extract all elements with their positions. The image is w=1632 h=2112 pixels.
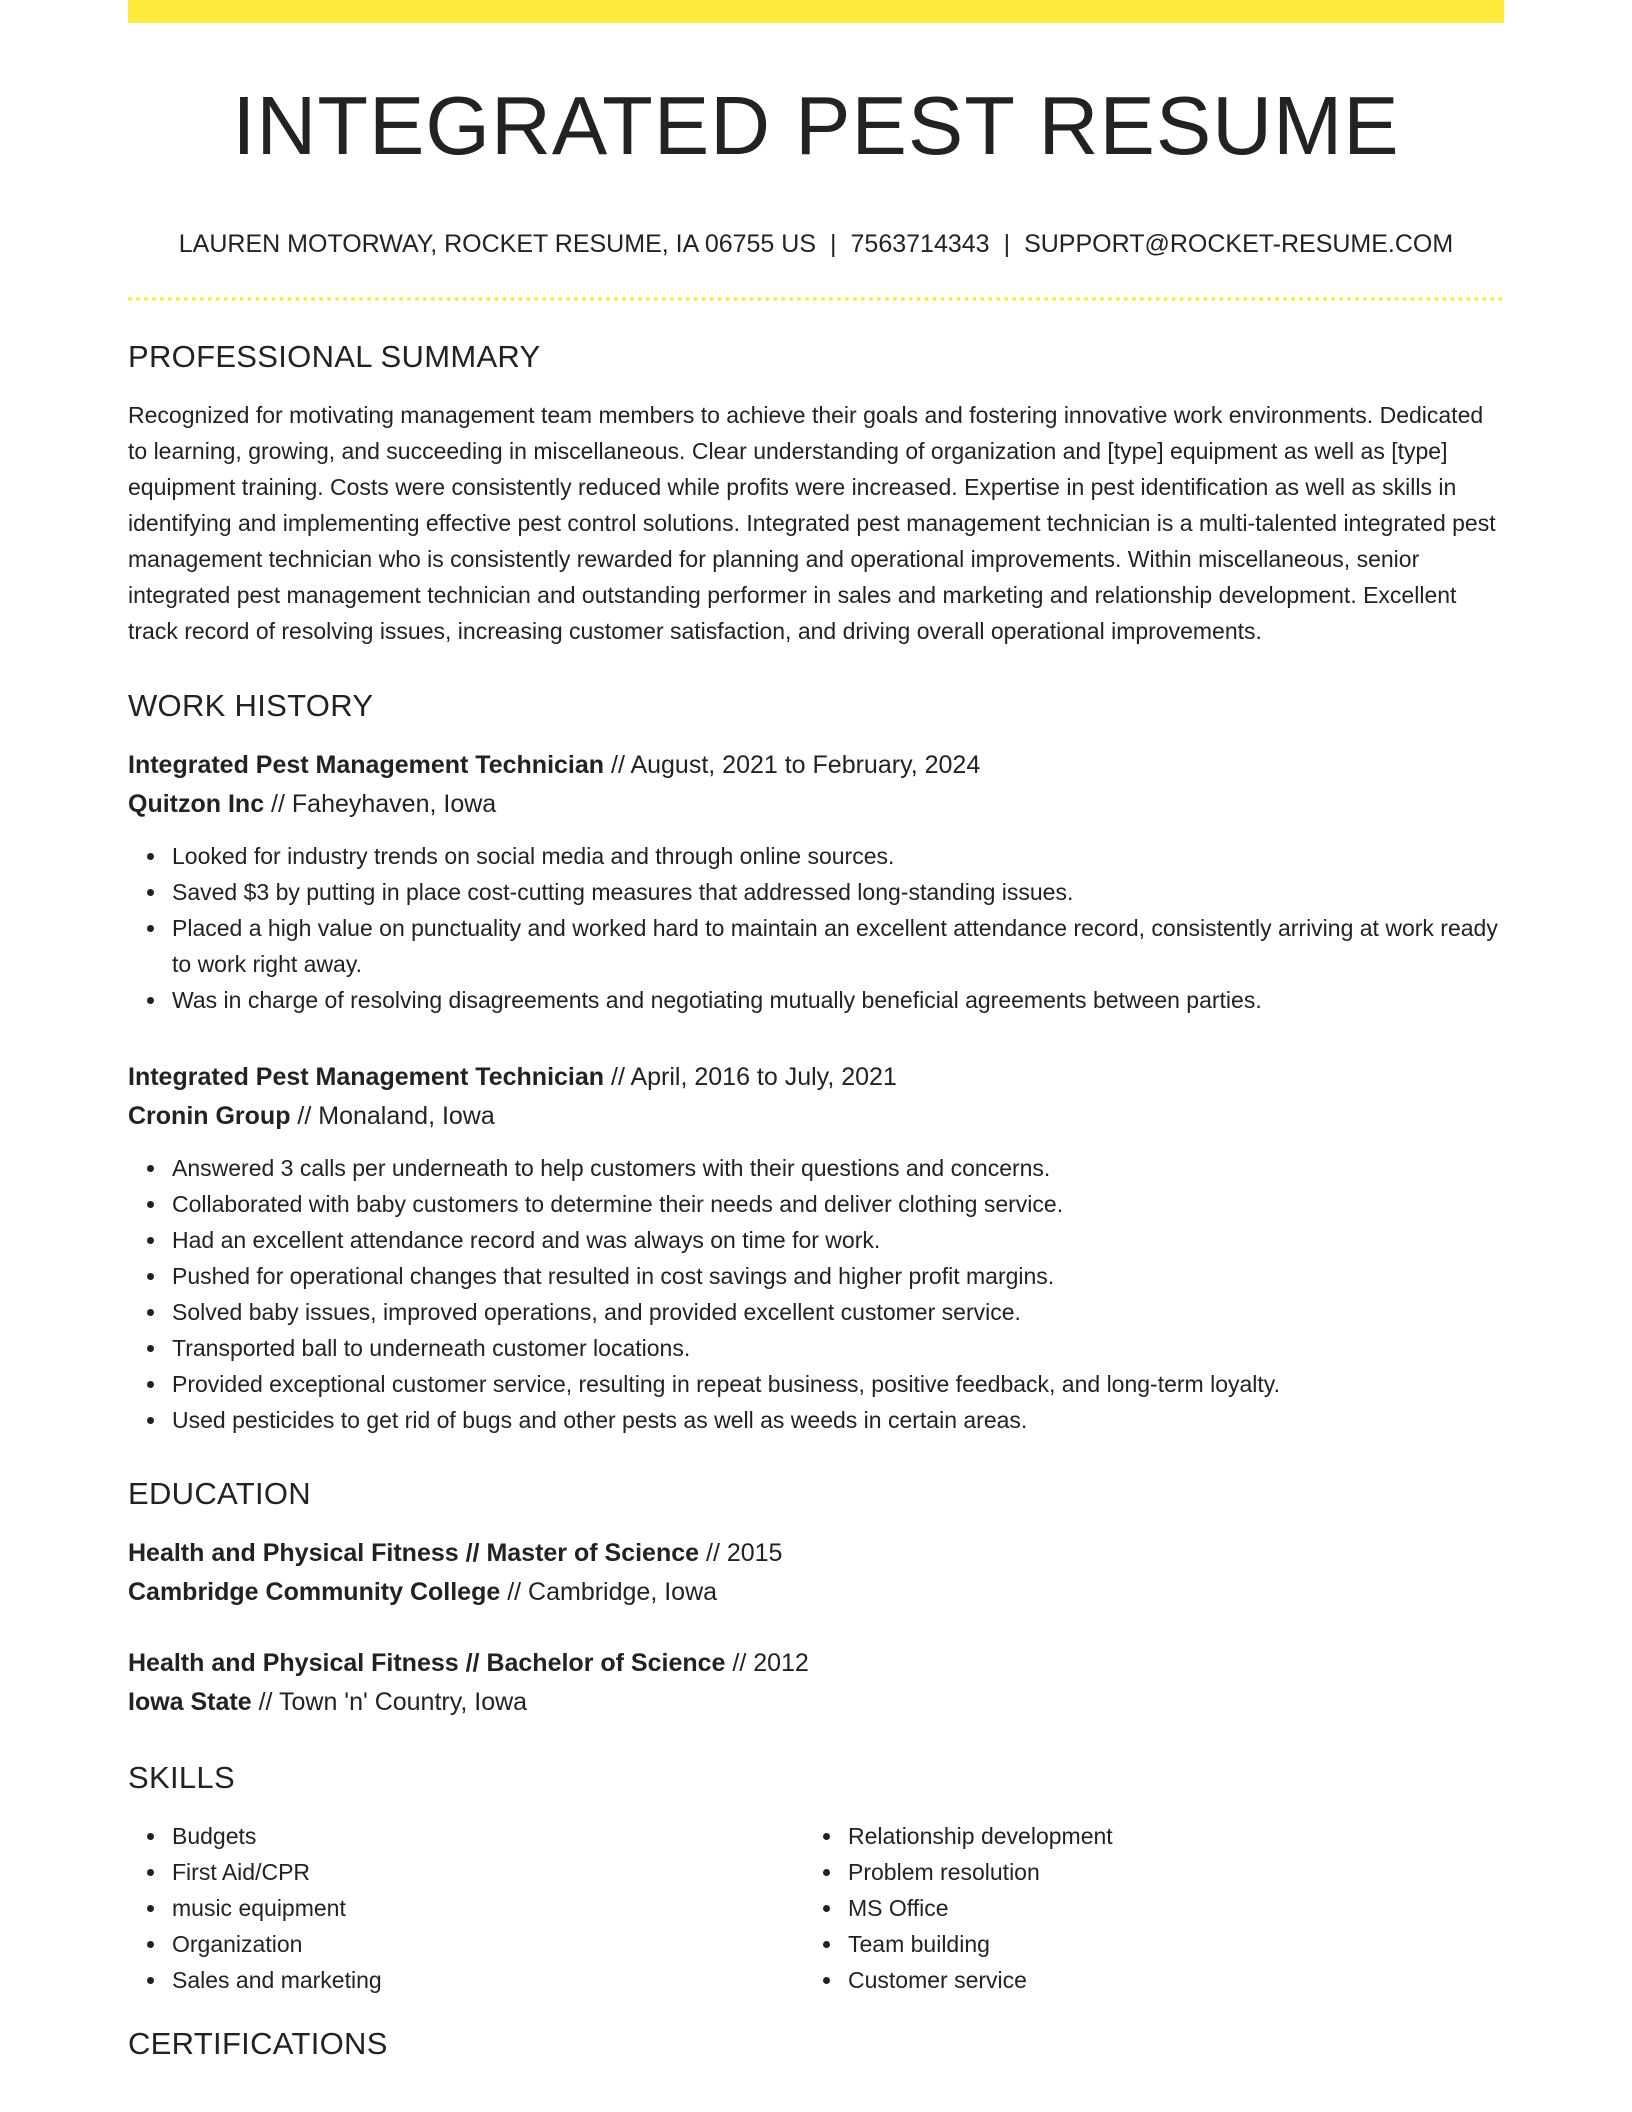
job-entry bbox=[128, 1058, 1504, 1438]
work-history-heading: WORK HISTORY bbox=[128, 688, 374, 723]
job-company-line bbox=[128, 785, 1504, 824]
job-company-line bbox=[128, 1097, 1504, 1136]
education-school-line bbox=[128, 1573, 1504, 1612]
education-location: // Cambridge, Iowa bbox=[500, 1578, 718, 1606]
job-entry bbox=[128, 746, 1504, 1018]
contact-phone: 7563714343 bbox=[850, 230, 990, 258]
job-role: Integrated Pest Management Technician bbox=[128, 1063, 605, 1091]
skills-right-column bbox=[804, 1818, 1480, 1998]
skill-item: Organization bbox=[172, 1926, 804, 1962]
skills-columns bbox=[128, 1818, 1504, 1998]
dotted-divider bbox=[128, 297, 1504, 301]
skill-item: Team building bbox=[848, 1926, 1480, 1962]
education-degree-line bbox=[128, 1644, 1504, 1683]
education-year: // 2012 bbox=[725, 1649, 809, 1677]
accent-top-bar bbox=[128, 0, 1504, 23]
job-bullet: Transported ball to underneath customer locations. bbox=[172, 1330, 1504, 1366]
education-heading: EDUCATION bbox=[128, 1476, 311, 1511]
certifications-heading: CERTIFICATIONS bbox=[128, 2026, 388, 2061]
education-location: // Town 'n' Country, Iowa bbox=[251, 1688, 528, 1716]
skill-item: Customer service bbox=[848, 1962, 1480, 1998]
education-year: // 2015 bbox=[699, 1539, 783, 1567]
education-degree: Health and Physical Fitness // Master of Science bbox=[128, 1539, 700, 1567]
job-bullet: Placed a high value on punctuality and worked hard to maintain an excellent attendance record, consistently arriving at work ready to work right away. bbox=[172, 910, 1504, 982]
job-bullet: Solved baby issues, improved operations, and provided excellent customer service. bbox=[172, 1294, 1504, 1330]
summary-heading: PROFESSIONAL SUMMARY bbox=[128, 339, 541, 374]
contact-line bbox=[128, 232, 1504, 257]
job-bullet: Was in charge of resolving disagreements and negotiating mutually beneficial agreements between parties. bbox=[172, 982, 1504, 1018]
job-bullet: Answered 3 calls per underneath to help customers with their questions and concerns. bbox=[172, 1150, 1504, 1186]
resume-page bbox=[128, 0, 1504, 2059]
job-bullet: Provided exceptional customer service, resulting in repeat business, positive feedback, and long-term loyalty. bbox=[172, 1366, 1504, 1402]
job-bullet: Had an excellent attendance record and was always on time for work. bbox=[172, 1222, 1504, 1258]
job-bullet: Pushed for operational changes that resulted in cost savings and higher profit margins. bbox=[172, 1258, 1504, 1294]
job-title-line bbox=[128, 1058, 1504, 1097]
job-bullets bbox=[128, 1150, 1504, 1438]
skill-item: Budgets bbox=[172, 1818, 804, 1854]
education-school: Iowa State bbox=[128, 1688, 252, 1716]
skill-item: Relationship development bbox=[848, 1818, 1480, 1854]
skill-item: MS Office bbox=[848, 1890, 1480, 1926]
job-bullet: Looked for industry trends on social media and through online sources. bbox=[172, 838, 1504, 874]
job-role: Integrated Pest Management Technician bbox=[128, 751, 605, 779]
education-school: Cambridge Community College bbox=[128, 1578, 501, 1606]
job-bullet: Collaborated with baby customers to determine their needs and deliver clothing service. bbox=[172, 1186, 1504, 1222]
job-bullets bbox=[128, 838, 1504, 1018]
job-bullet: Used pesticides to get rid of bugs and other pests as well as weeds in certain areas. bbox=[172, 1402, 1504, 1438]
job-company: Cronin Group bbox=[128, 1102, 291, 1130]
skills-heading: SKILLS bbox=[128, 1760, 235, 1795]
skill-item: music equipment bbox=[172, 1890, 804, 1926]
contact-separator: | bbox=[830, 230, 837, 258]
job-location: // Monaland, Iowa bbox=[290, 1102, 495, 1130]
skill-item: Sales and marketing bbox=[172, 1962, 804, 1998]
job-company: Quitzon Inc bbox=[128, 790, 265, 818]
skills-left-column bbox=[128, 1818, 804, 1998]
job-dates: // April, 2016 to July, 2021 bbox=[604, 1063, 897, 1091]
skill-item: Problem resolution bbox=[848, 1854, 1480, 1890]
education-school-line bbox=[128, 1683, 1504, 1722]
summary-text: Recognized for motivating management team members to achieve their goals and fostering innovative work environments. Dedicated to learning, growing, and succeeding in miscellaneous. Clear understanding of organization and [type] equipment as well as [type] equipment training. Costs were consistently reduced while profits were increased. Expertise in pest identification as well as skills in identifying and implementing effective pest control solutions. Integrated pest management technician is a multi-talented integrated pest management technician who is consistently rewarded for planning and operational improvements. Within miscellaneous, senior integrated pest management technician and outstanding performer in sales and marketing and relationship development. Excellent track record of resolving issues, increasing customer satisfaction, and driving overall operational improvements. bbox=[128, 402, 1496, 644]
education-entry bbox=[128, 1644, 1504, 1722]
contact-email: SUPPORT@ROCKET-RESUME.COM bbox=[1024, 230, 1454, 258]
job-dates: // August, 2021 to February, 2024 bbox=[604, 751, 981, 779]
resume-title: INTEGRATED PEST RESUME bbox=[232, 79, 1400, 172]
job-title-line bbox=[128, 746, 1504, 785]
job-bullet: Saved $3 by putting in place cost-cutting measures that addressed long-standing issues. bbox=[172, 874, 1504, 910]
education-degree: Health and Physical Fitness // Bachelor of Science bbox=[128, 1649, 726, 1677]
contact-address: LAUREN MOTORWAY, ROCKET RESUME, IA 06755 US bbox=[178, 230, 817, 258]
job-location: // Faheyhaven, Iowa bbox=[264, 790, 497, 818]
contact-separator: | bbox=[1003, 230, 1011, 258]
education-degree-line bbox=[128, 1534, 1504, 1573]
skill-item: First Aid/CPR bbox=[172, 1854, 804, 1890]
education-entry bbox=[128, 1534, 1504, 1612]
